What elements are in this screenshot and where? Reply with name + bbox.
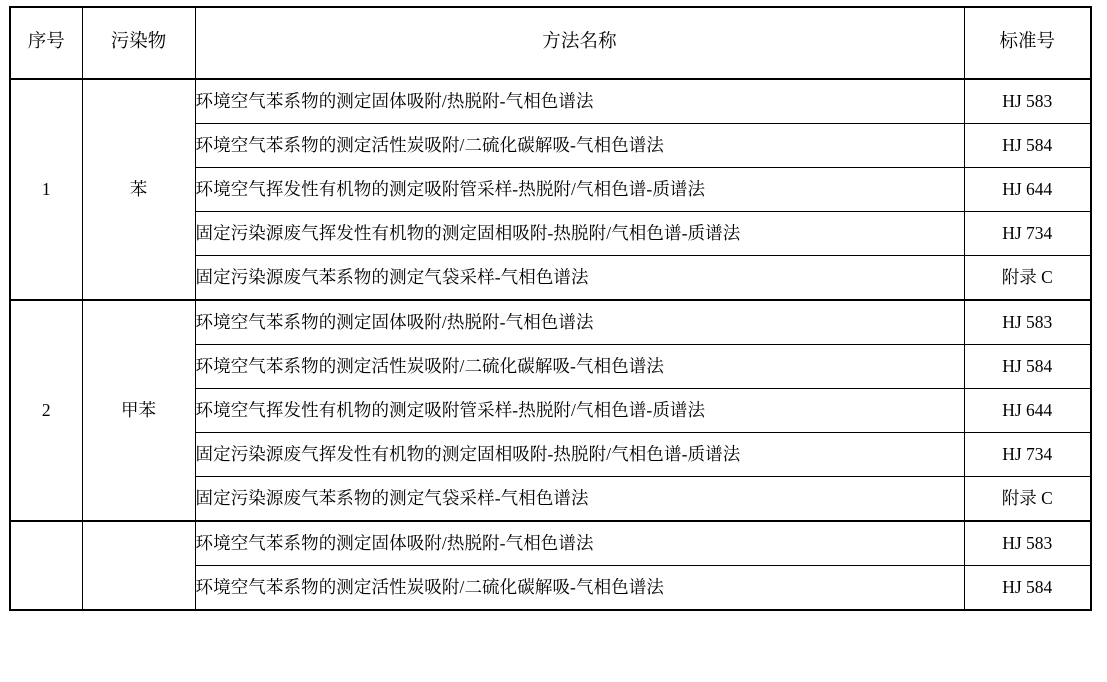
cell-standard: HJ 734: [964, 433, 1091, 477]
cell-standard: 附录 C: [964, 256, 1091, 301]
cell-standard: HJ 584: [964, 124, 1091, 168]
cell-pollutant: 苯: [82, 79, 195, 300]
cell-standard: HJ 583: [964, 521, 1091, 566]
cell-pollutant: 甲苯: [82, 300, 195, 521]
column-header-method: 方法名称: [195, 7, 964, 79]
cell-standard: HJ 583: [964, 79, 1091, 124]
cell-seq: [10, 521, 82, 610]
table-row: [10, 300, 1091, 345]
cell-standard: HJ 583: [964, 300, 1091, 345]
cell-seq: 2: [10, 300, 82, 521]
table-body: [10, 7, 1091, 610]
cell-standard: HJ 584: [964, 345, 1091, 389]
cell-method: 固定污染源废气苯系物的测定气袋采样-气相色谱法: [195, 477, 964, 522]
column-header-seq: 序号: [10, 7, 82, 79]
cell-pollutant: [82, 521, 195, 610]
cell-method: 环境空气苯系物的测定活性炭吸附/二硫化碳解吸-气相色谱法: [195, 124, 964, 168]
table-row: [10, 521, 1091, 566]
cell-method: 环境空气苯系物的测定活性炭吸附/二硫化碳解吸-气相色谱法: [195, 566, 964, 611]
cell-method: 环境空气苯系物的测定固体吸附/热脱附-气相色谱法: [195, 79, 964, 124]
cell-method: 固定污染源废气挥发性有机物的测定固相吸附-热脱附/气相色谱-质谱法: [195, 212, 964, 256]
cell-method: 环境空气挥发性有机物的测定吸附管采样-热脱附/气相色谱-质谱法: [195, 389, 964, 433]
table-row: [10, 79, 1091, 124]
cell-seq: 1: [10, 79, 82, 300]
column-header-standard: 标准号: [964, 7, 1091, 79]
cell-method: 环境空气苯系物的测定固体吸附/热脱附-气相色谱法: [195, 521, 964, 566]
cell-standard: HJ 644: [964, 389, 1091, 433]
table-header-row: [10, 7, 1091, 79]
cell-standard: HJ 734: [964, 212, 1091, 256]
cell-method: 环境空气苯系物的测定活性炭吸附/二硫化碳解吸-气相色谱法: [195, 345, 964, 389]
methods-table: [9, 6, 1092, 611]
cell-standard: HJ 584: [964, 566, 1091, 611]
cell-method: 固定污染源废气挥发性有机物的测定固相吸附-热脱附/气相色谱-质谱法: [195, 433, 964, 477]
cell-method: 环境空气苯系物的测定固体吸附/热脱附-气相色谱法: [195, 300, 964, 345]
cell-standard: HJ 644: [964, 168, 1091, 212]
document-page: [0, 6, 1107, 682]
cell-method: 环境空气挥发性有机物的测定吸附管采样-热脱附/气相色谱-质谱法: [195, 168, 964, 212]
column-header-pollutant: 污染物: [82, 7, 195, 79]
cell-standard: 附录 C: [964, 477, 1091, 522]
cell-method: 固定污染源废气苯系物的测定气袋采样-气相色谱法: [195, 256, 964, 301]
